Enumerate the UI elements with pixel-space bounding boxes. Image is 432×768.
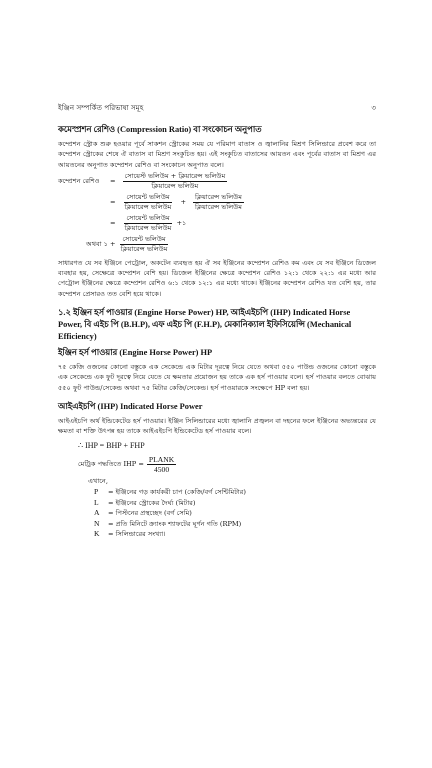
numerator: সোয়েস্ট ভলিউম + ক্লিয়ারেন্স ভলিউম [124,171,226,180]
legend-item [94,498,376,509]
formula-label: কম্প্রেশন রেশিও [58,177,100,186]
equals-sign: = [110,198,116,207]
fraction [119,235,170,254]
legend-symbol: P [94,487,99,497]
legend-item [94,529,376,540]
legend-symbol: N [94,518,100,528]
legend-symbol: L [94,497,99,507]
where-label: এখানে, [88,476,108,485]
page-header [58,103,376,115]
symbol-legend [94,487,376,540]
formula-line-4 [86,235,376,254]
legend-item [94,487,376,498]
denominator: ক্লিয়ারেন্স ভলিউম [120,244,168,253]
or-one-plus: অথবা ১ + [86,240,116,249]
numerator: সোয়েন্ট ভলিউম [126,192,170,201]
numerator: সোয়েন্ট ভলিউম [122,234,166,243]
page-content [58,124,376,540]
legend-symbol: A [94,508,100,518]
fraction [123,214,174,233]
plus-one: +১ [176,219,187,228]
formula-line-2 [106,193,376,212]
numerator: PLANK [148,454,175,464]
compression-ratio-formula [58,172,376,254]
denominator: ক্লিয়ারেন্স ভলিউম [124,202,172,211]
denominator: ক্লিয়ারেন্স ভলিউম [151,181,199,190]
fraction [123,172,228,191]
legend-symbol: K [94,529,100,539]
formula-line-3 [106,214,376,233]
denominator: ক্লিয়ারেন্স ভলিউম [124,223,172,232]
legend-item [94,519,376,530]
metric-ihp-formula [78,455,376,474]
equals-sign: = [110,177,116,186]
fraction [147,455,176,474]
fraction [123,193,174,212]
legend-item [94,508,376,519]
equals-sign: = [110,219,116,228]
compression-ratio-paragraph: কম্প্রেশন স্ট্রোক শুরু হওয়ার পূর্বে সাকশন স্ট্রোকের সময় যে পরিমাণ বাতাস ও জ্বালানির মিশ্রণ সিলিন্ডারে প্রবেশ করে তা কম্প্রেশন স্ট্রোকের শেষে ঐ বাতাস বা মিশ্রণ সংকুচিত হয়। এই সংকুচিত বাতাসের আয়তন এবং পূর্বের বাতাস বা মিশ্রণ এর আয়তনের অনুপাত কম্প্রেশন রেশিও বা সংকোচন অনুপাত বলে। [58,140,376,169]
legend-text: = প্রতি মিনিটে ক্র্যাংক শ্যাফটের ঘূর্ণন গতি (RPM) [108,519,242,528]
numerator: ক্লিয়ারেন্স ভলিউম [194,192,242,201]
legend-text: = ইঞ্জিনের স্ট্রোকের দৈর্ঘ্য (মিটার) [108,498,196,507]
metric-formula-prefix: মেট্রিক পদ্ধতিতে IHP = [78,460,144,469]
numerator: সোয়েন্ট ভলিউম [126,213,170,222]
running-title: ইঞ্জিন সম্পর্কিত পরিভাষা সমূহ [58,103,144,112]
denominator: ক্লিয়ারেন্স ভলিউম [194,202,242,211]
compression-ratio-heading: কমেস্প্রশন রেশিও (Compression Ratio) বা সংকোচন অনুপাত [58,125,262,134]
compression-ratio-paragraph-2: সাধারণত যে সব ইঞ্জিনে পেট্রোল, অকটেন ব্যবহৃত হয় ঐ সব ইঞ্জিনের কম্প্রেশন রেশিও কম এবং যে সব ইঞ্জিনে ডিজেল ব্যবহার হয়, সেক্ষেত্রে কম্প্রেশন বেশি হয়। ডিজেল ইঞ্জিনের ক্ষেত্রে কম্প্রেশন রেশিও ১২:১ থেকে ২২:১ এর মধ্যে আর পেট্রোল ইঞ্জিনের ক্ষেত্রে কম্প্রেশন রেশিও ৬:১ থেকে ১২:১ এর মধ্যে থাকে। ইঞ্জিনের কম্প্রেশন রেশিও যত বেশি হয়, তার কম্প্রেশন প্রেসারও তত বেশি হয়ে থাকে। [58,258,376,298]
horse-power-paragraph: ৭৫ কেজি ওজনের কোনো বস্তুকে এক সেকেন্ডে এক মিটার দূরত্বে নিয়ে যেতে অথবা ৫৫০ পাউন্ড ওজনের কোনো বস্তুকে এক সেকেন্ডে এক ফুট দূরত্বে নিয়ে যেতে যে ক্ষমতার প্রয়োজন হয় তাকে এক হর্স পাওয়ার বলে। হর্স পাওয়ার বলতে বোঝায় ৫৫০ ফুট পাউন্ড/সেকেন্ড অথবা ৭৫ মিটার কেজি/সেকেন্ড। হর্স পাওয়ারকে সংক্ষেপে HP বলা হয়। [58,363,376,392]
legend-text: = সিলিন্ডারের সংখ্যা। [108,530,166,539]
plus-sign: + [180,198,186,207]
ihp-heading: আইএইচপি (IHP) Indicated Horse Power [58,401,203,411]
formula-line-1 [58,172,376,191]
ihp-formula: ∴ IHP = BHP + FHP [78,440,145,450]
engine-horse-power-section-heading: ১.২ ইঞ্জিন হর্স পাওয়ার (Engine Horse Power) HP, আইএইচপি (IHP) Indicated Horse Power, বি এইচ পি (B.H.P), এফ এইচ পি (F.H.P), মেকানিক্যাল ইফিসিয়েন্সি (Mechanical Efficiency) [58,308,352,342]
horse-power-heading: ইঞ্জিন হর্স পাওয়ার (Engine Horse Power) HP [58,348,213,358]
page-number: ৩ [371,103,376,112]
legend-text: = ইঞ্জিনের গড় কার্যকরী চাপ (কেজি/বর্গ সেন্টিমিটার) [108,488,246,497]
denominator: 4500 [153,464,170,474]
ihp-paragraph: আইএইচপি অর্থ ইন্ডিকেটেড হর্স পাওয়ার। ইঞ্জিন সিলিন্ডারের মধ্যে জ্বালানি প্রজ্বলন বা দহনের ফলে ইঞ্জিনের অভ্যন্তরের যে ক্ষমতা বা শক্তি উৎপন্ন হয় তাকে আইএইচপি ইন্ডিকেটেড হর্স পাওয়ার বলে। [58,416,376,436]
legend-text: = পিস্টনের প্রস্থচ্ছেদ (বর্গ সেমি) [108,509,192,518]
fraction [193,193,244,212]
